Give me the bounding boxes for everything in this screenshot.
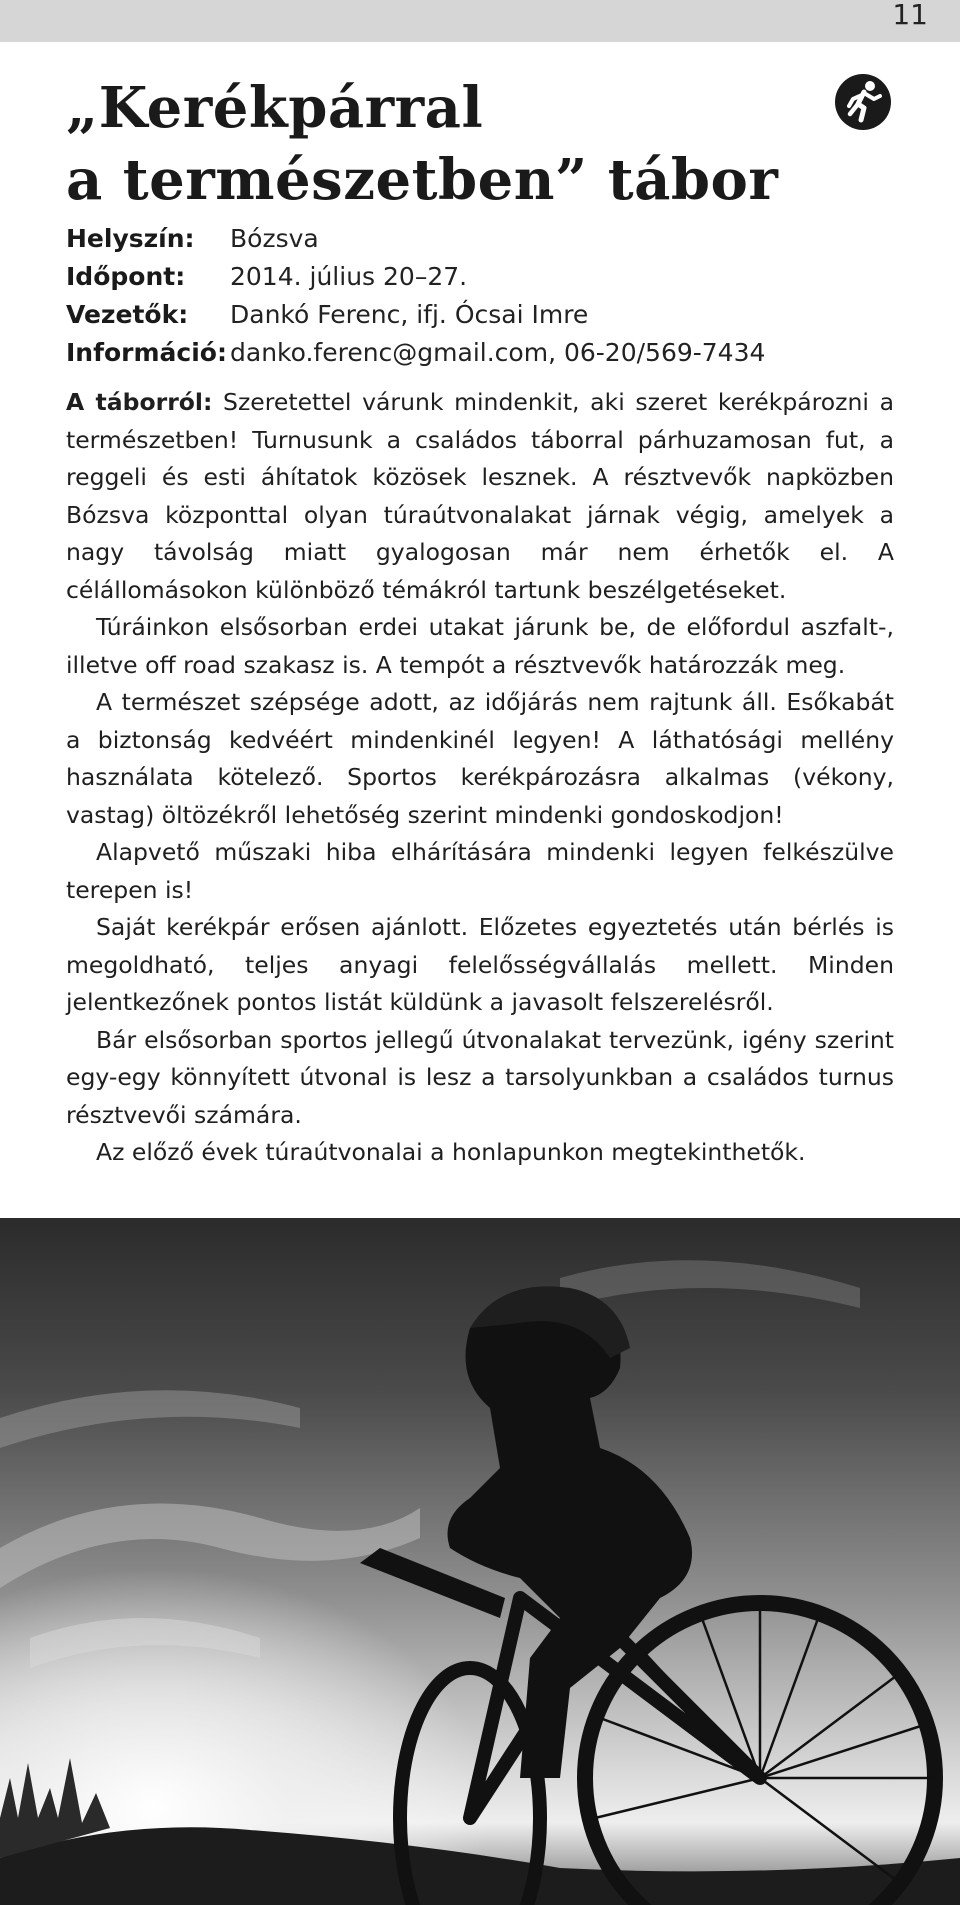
paragraph: Saját kerékpár erősen ajánlott. Előzetes egyeztetés után bérlés is megoldható, teljes anyagi felelősségvállalás mellett. Minden jelentkezőnek pontos listát küldünk a javasolt felszerelésről. xyxy=(66,913,894,1016)
info-row-date xyxy=(66,258,765,296)
info-label: Időpont: xyxy=(66,262,186,291)
info-label: Vezetők: xyxy=(66,300,189,329)
paragraph: Alapvető műszaki hiba elhárítására mindenki legyen felkészülve terepen is! xyxy=(66,838,894,904)
info-value: 2014. július 20–27. xyxy=(230,262,468,291)
title-line-2: a természetben” tábor xyxy=(66,147,779,213)
description xyxy=(66,384,894,1172)
info-row-location xyxy=(66,220,765,258)
cyclist-silhouette-photo xyxy=(0,1218,960,1905)
paragraph-text: Szeretettel várunk mindenkit, aki szeret kerékpározni a természetben! Turnusunk a családos táborral párhuzamosan fut, a reggeli és esti áhítatok közösek lesznek. A résztvevők napközben Bózsva központtal olyan túraútvonalakat járnak végig, amelyek a nagy távolság miatt gyalogosan már nem érhetők el. A célállomásokon különböző témákról tartunk beszélgetéseket. xyxy=(66,388,894,604)
info-value: Bózsva xyxy=(230,224,319,253)
info-label: Helyszín: xyxy=(66,224,195,253)
paragraph xyxy=(66,384,894,609)
cyclist-badge-icon xyxy=(834,73,892,131)
paragraph: Bár elsősorban sportos jellegű útvonalakat tervezünk, igény szerint egy-egy könnyített útvonal is lesz a tarsolyunkban a családos turnus résztvevői számára. xyxy=(66,1025,894,1129)
page-title xyxy=(66,72,778,216)
info-block xyxy=(66,220,765,372)
page-header-bar xyxy=(0,0,960,42)
info-value: danko.ferenc@gmail.com, 06-20/569-7434 xyxy=(230,338,766,367)
info-label: Információ: xyxy=(66,338,227,367)
paragraph: A természet szépsége adott, az időjárás nem rajtunk áll. Esőkabát a biztonság kedvéért mindenkinél legyen! A láthatósági mellény használata kötelező. Sportos kerékpározásra alkalmas (vékony, vastag) öltözékről lehetőség szerint mindenki gondoskodjon! xyxy=(66,688,894,829)
info-row-contact xyxy=(66,334,765,372)
about-label: A táborról: xyxy=(66,388,213,416)
paragraph: Túráinkon elsősorban erdei utakat járunk be, de előfordul aszfalt-, illetve off road szakasz is. A tempót a résztvevők határozzák meg. xyxy=(66,613,894,679)
info-value: Dankó Ferenc, ifj. Ócsai Imre xyxy=(230,300,589,329)
info-row-leaders xyxy=(66,296,765,334)
title-line-1: „Kerékpárral xyxy=(66,75,484,141)
page-number: 11 xyxy=(892,0,928,31)
paragraph: Az előző évek túraútvonalai a honlapunkon megtekinthetők. xyxy=(96,1138,806,1166)
